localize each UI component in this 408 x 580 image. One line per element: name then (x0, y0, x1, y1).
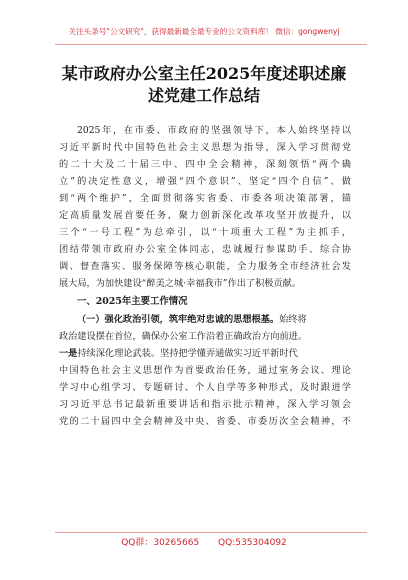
paragraph-line: 2025年，在市委、市政府的坚强领导下，本人始终坚持以 (77, 125, 351, 136)
paragraph-line: 定高质量发展首要任务，聚力创新深化改革攻坚开放提升，以 (59, 210, 351, 221)
paragraph-line: 习近平新时代中国特色社会主义思想为指导，深入学习贯彻党 (59, 142, 351, 153)
paragraph-line: 政治建设摆在首位，确保办公室工作沿着正确政治方向前进。 (59, 331, 308, 342)
document-body (59, 122, 351, 430)
paragraph-line: 到“两个维护”，全面贯彻落实省委、市委各项决策部署，锚 (59, 193, 351, 204)
footer-qq-group: QQ群：30265665 (121, 538, 200, 548)
footer-qq: QQ:535304092 (218, 538, 287, 548)
subsection-label: （一）强化政治引领，筑牢绝对忠诚的思想根基。 (77, 314, 280, 325)
paragraph-line: 中国特色社会主义思想作为首要政治任务，通过室务会议、理论 (59, 365, 351, 376)
point-label: 一是 (59, 348, 78, 359)
title-line-2: 述党建工作总结 (147, 86, 260, 105)
paragraph-line: 三个“一号工程”为总牵引，以“十项重大工程”为主抓手， (59, 227, 351, 238)
paragraph-line: 展大局，为加快建设“醉美之城·幸福我市”作出了积极贡献。 (59, 278, 302, 289)
paragraph-line: 习习近平总书记最新重要讲话和指示批示精神，深入学习领会 (59, 399, 351, 410)
header-banner: 关注头条号"公文研究"，获得最新最全最专业的公文资料库！ 微信：gongwenyj (68, 27, 340, 36)
point-text: 持续深化理论武装。坚持把学懂弄通做实习近平新时代 (77, 348, 298, 359)
point-line (59, 345, 351, 362)
paragraph-line: 党的二十届四中全会精神及中央、省委、市委历次全会精神，不 (59, 416, 351, 427)
header-divider (55, 44, 367, 45)
subsection-heading (59, 311, 351, 328)
document-title (40, 63, 368, 107)
paragraph-line: 的二十大及二十届三中、四中全会精神，深刻领悟“两个确 (59, 159, 351, 170)
footer-divider (55, 532, 367, 533)
paragraph-line: 学习中心组学习、专题研讨、个人自学等多种形式，及时跟进学 (59, 382, 351, 393)
section-heading: 一、2025年主要工作情况 (77, 296, 188, 307)
title-line-1: 某市政府办公室主任2025年度述职述廉 (61, 64, 347, 83)
paragraph-line: 立”的决定性意义，增强“四个意识”、坚定“四个自信”、做 (59, 176, 351, 187)
footer (0, 535, 408, 548)
subsection-text: 始终将 (279, 314, 307, 325)
paragraph-line: 团结带领市政府办公室全体同志，忠诚履行参谋助手、综合协 (59, 244, 351, 255)
paragraph-line: 调、督查落实、服务保障等核心职能，全力服务全市经济社会发 (59, 261, 351, 272)
